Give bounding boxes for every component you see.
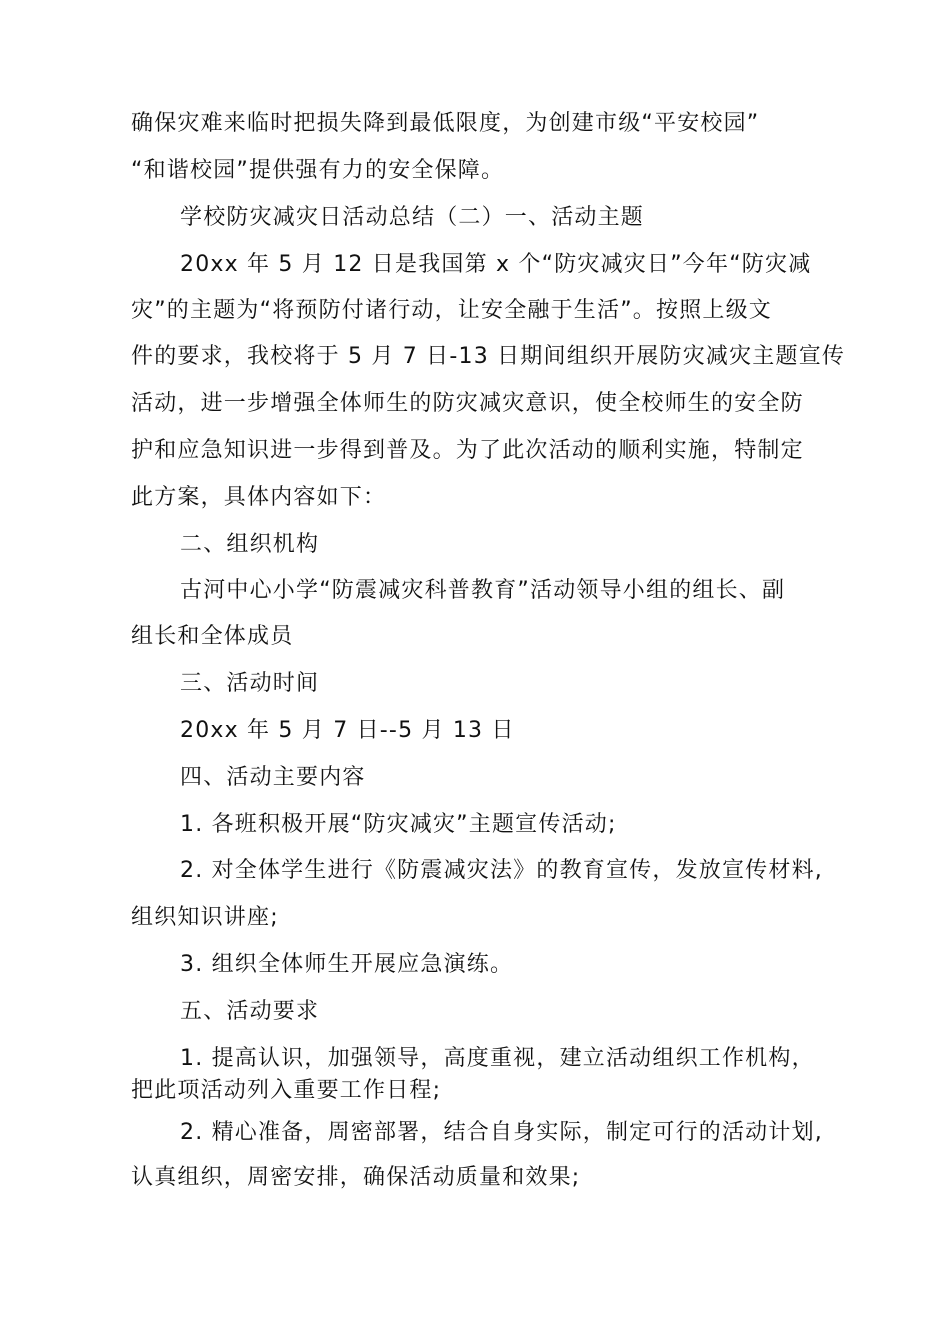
text-line: 认真组织，周密安排，确保活动质量和效果; bbox=[131, 1165, 581, 1190]
section-heading: 五、活动要求 bbox=[180, 999, 320, 1024]
list-item: 2. 精心准备，周密部署，结合自身实际，制定可行的活动计划, bbox=[180, 1120, 823, 1145]
section-heading: 二、组织机构 bbox=[180, 532, 320, 557]
text-line: 活动，进一步增强全体师生的防灾减灾意识，使全校师生的安全防 bbox=[131, 391, 804, 416]
text-line: 确保灾难来临时把损失降到最低限度，为创建市级“平安校园” bbox=[131, 111, 760, 136]
list-item: 2. 对全体学生进行《防震减灾法》的教育宣传，发放宣传材料, bbox=[180, 858, 823, 883]
section-heading: 三、活动时间 bbox=[180, 671, 320, 696]
text-line: 护和应急知识进一步得到普及。为了此次活动的顺利实施，特制定 bbox=[131, 438, 804, 463]
text-line: 件的要求，我校将于 5 月 7 日-13 日期间组织开展防灾减灾主题宣传 bbox=[131, 344, 846, 369]
text-line: 把此项活动列入重要工作日程; bbox=[131, 1078, 442, 1103]
text-line: 灾”的主题为“将预防付诸行动，让安全融于生活”。按照上级文 bbox=[131, 298, 772, 323]
text-line: 组长和全体成员 bbox=[131, 624, 294, 649]
text-line: 20xx 年 5 月 12 日是我国第 x 个“防灾减灾日”今年“防灾减 bbox=[180, 252, 812, 277]
list-item: 1. 各班积极开展“防灾减灾”主题宣传活动; bbox=[180, 812, 617, 837]
text-line: 组织知识讲座; bbox=[131, 905, 279, 930]
text-line: “和谐校园”提供强有力的安全保障。 bbox=[131, 158, 505, 183]
text-line: 古河中心小学“防震减灾科普教育”活动领导小组的组长、副 bbox=[180, 578, 786, 603]
text-line: 此方案，具体内容如下： bbox=[131, 485, 387, 510]
section-heading: 四、活动主要内容 bbox=[180, 765, 366, 790]
list-item: 3. 组织全体师生开展应急演练。 bbox=[180, 952, 514, 977]
text-line: 20xx 年 5 月 7 日--5 月 13 日 bbox=[180, 718, 515, 743]
list-item: 1. 提高认识，加强领导，高度重视，建立活动组织工作机构， bbox=[180, 1046, 815, 1071]
section-title: 学校防灾减灾日活动总结（二）一、活动主题 bbox=[180, 205, 645, 230]
